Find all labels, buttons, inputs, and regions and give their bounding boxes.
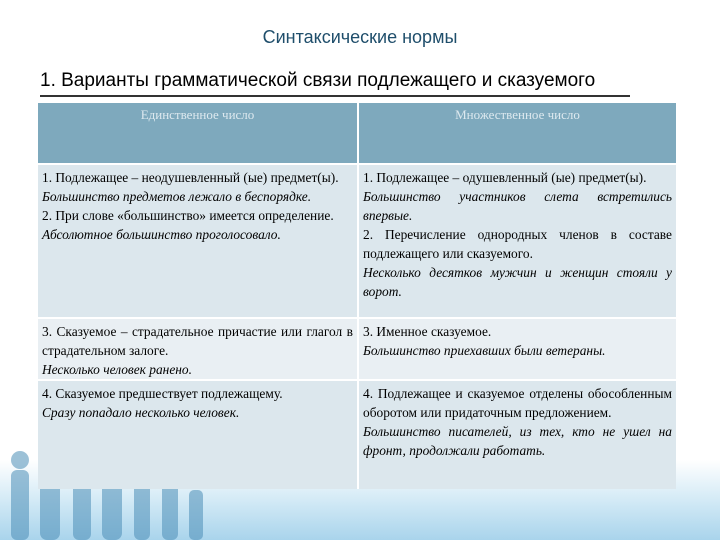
slide-title: Синтаксические нормы xyxy=(262,27,458,47)
table-cell-plural xyxy=(357,319,676,379)
table-row xyxy=(38,317,676,379)
table-cell-singular xyxy=(38,165,357,317)
table-row xyxy=(38,163,676,317)
example-text: Большинство участников слета встретились впервые. xyxy=(363,189,672,223)
example-text: Большинство писателей, из тех, кто не ушел на фронт, продолжали работать. xyxy=(363,424,672,458)
header-singular: Единственное число xyxy=(38,103,357,163)
rule-text: 4. Подлежащее и сказуемое отделены обособленным оборотом или придаточным предложением. xyxy=(363,386,672,420)
table-header-row xyxy=(38,103,676,163)
rule-text: 1. Подлежащее – одушевленный (ые) предмет(ы). xyxy=(363,170,647,185)
rule-text: 3. Именное сказуемое. xyxy=(363,324,492,339)
table-cell-singular xyxy=(38,381,357,489)
example-text: Большинство предметов лежало в беспорядке. xyxy=(42,189,312,204)
rule-text: 2. Перечисление однородных членов в составе подлежащего или сказуемого. xyxy=(363,227,672,261)
table-row xyxy=(38,379,676,489)
rule-text: 4. Сказуемое предшествует подлежащему. xyxy=(42,386,283,401)
example-text: Большинство приехавших были ветераны. xyxy=(363,343,606,358)
table-cell-plural xyxy=(357,381,676,489)
table-cell-plural xyxy=(357,165,676,317)
example-text: Сразу попадало несколько человек. xyxy=(42,405,240,420)
example-text: Несколько человек ранено. xyxy=(42,362,192,377)
rule-text: 2. При слове «большинство» имеется определение. xyxy=(42,208,334,223)
slide-subtitle: 1. Варианты грамматической связи подлежащего и сказуемого xyxy=(40,70,596,91)
grammar-table xyxy=(38,103,676,489)
table-cell-singular xyxy=(38,319,357,379)
header-plural: Множественное число xyxy=(357,103,676,163)
subtitle-underline xyxy=(40,95,630,97)
example-text: Абсолютное большинство проголосовало. xyxy=(42,227,281,242)
rule-text: 1. Подлежащее – неодушевленный (ые) предмет(ы). xyxy=(42,170,339,185)
example-text: Несколько десятков мужчин и женщин стояли у ворот. xyxy=(363,265,672,299)
rule-text: 3. Сказуемое – страдательное причастие или глагол в страдательном залоге. xyxy=(42,324,353,358)
